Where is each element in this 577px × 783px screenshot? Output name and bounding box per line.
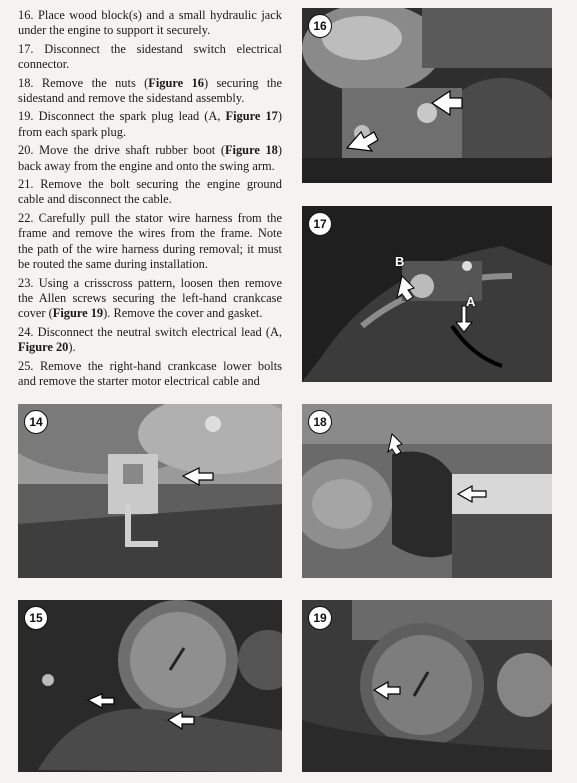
figure-16-image: [302, 8, 552, 183]
figure-reference: Figure 20: [18, 340, 69, 355]
instruction-text: [18, 8, 282, 392]
figure-16-photo: [302, 8, 552, 183]
step-text: Disconnect the sidestand switch electrical connector.: [18, 41, 282, 72]
step-number: 25.: [18, 358, 41, 373]
figure-17-number: 17: [308, 212, 332, 236]
figure-19-number: 19: [308, 606, 332, 630]
step-text: ) securing the sidestand and remove the sidestand assembly.: [18, 75, 282, 106]
figure-reference: Figure 18: [224, 143, 278, 158]
figure-18-number: 18: [308, 410, 332, 434]
step-number: 20.: [18, 143, 40, 158]
figure-19-image: [302, 600, 552, 772]
figure-15-image: [18, 600, 282, 772]
step-16: [18, 8, 282, 39]
figure-15-photo: [18, 600, 282, 772]
step-17: [18, 42, 282, 73]
step-19: [18, 109, 282, 140]
step-number: 23.: [18, 275, 39, 290]
step-23: [18, 276, 282, 322]
step-18: [18, 76, 282, 107]
step-text: Using a crisscross pattern, loosen then remove the Allen screws securing the left-hand crankcase cover (: [18, 275, 282, 321]
step-number: 16.: [18, 8, 38, 22]
figure-14-photo: [18, 404, 282, 578]
step-number: 19.: [18, 109, 39, 124]
step-text: Place wood block(s) and a small hydraulic jack under the engine to support it securely.: [18, 8, 282, 38]
step-text: Remove the right-hand crankcase lower bolts and remove the starter motor electrical cable and: [18, 358, 282, 388]
step-text: Carefully pull the stator wire harness from the frame and remove the wires from the frame. Note the path of the wire harness during removal; it must be routed the same during installation.: [18, 210, 282, 272]
step-text: ). Remove the cover and gasket.: [103, 306, 263, 321]
step-number: 17.: [18, 41, 45, 56]
figure-18-image: [302, 404, 552, 578]
figure-15-number: 15: [24, 606, 48, 630]
figure-18-photo: [302, 404, 552, 578]
step-21: [18, 177, 282, 208]
step-number: 18.: [18, 75, 42, 90]
step-22: [18, 211, 282, 273]
step-text: Remove the bolt securing the engine ground cable and disconnect the cable.: [18, 177, 282, 207]
figure-reference: Figure 16: [148, 75, 204, 90]
step-text: ) back away from the engine and onto the swing arm.: [18, 143, 282, 173]
step-text: Disconnect the spark plug lead (A,: [38, 109, 226, 124]
step-number: 22.: [18, 210, 39, 225]
figure-14-number: 14: [24, 410, 48, 434]
step-text: Disconnect the neutral switch electrical lead (A,: [37, 324, 282, 339]
step-number: 21.: [18, 177, 41, 192]
step-20: [18, 143, 282, 174]
step-25: [18, 359, 282, 390]
figure-17-marker-a: A: [466, 294, 476, 309]
step-number: 24.: [18, 324, 38, 339]
figure-16-number: 16: [308, 14, 332, 38]
step-text: Remove the nuts (: [41, 75, 149, 90]
figure-14-image: [18, 404, 282, 578]
figure-17-image: [302, 206, 552, 382]
figure-19-photo: [302, 600, 552, 772]
figure-reference: Figure 17: [225, 109, 278, 124]
step-text: ) from each spark plug.: [18, 109, 282, 139]
figure-17-photo: [302, 206, 552, 382]
step-text: Move the drive shaft rubber boot (: [39, 143, 225, 158]
figure-reference: Figure 19: [52, 306, 104, 321]
figure-17-marker-b: B: [395, 254, 405, 269]
step-24: [18, 325, 282, 356]
step-text: ).: [68, 340, 76, 355]
